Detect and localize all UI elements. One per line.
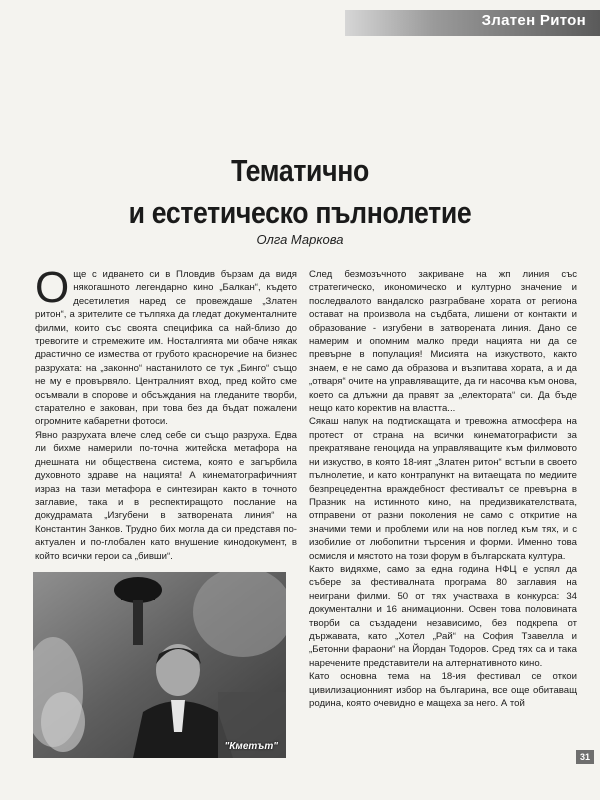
photo-caption: "Кметът" xyxy=(224,741,278,752)
left-paragraph-1 xyxy=(35,263,297,429)
page-number: 31 xyxy=(576,750,594,764)
drop-cap: О xyxy=(35,263,70,312)
right-paragraph-4: Като основна тема на 18-ия фестивал се откои цивилизационният избор на българина, все още обитаващ родина, която очевидно е мащеха за него. А той xyxy=(309,671,577,709)
author-byline: Олга Маркова xyxy=(256,232,344,247)
right-paragraph-2: Сякаш напук на подтискащата и тревожна атмосфера на протест от страна на всички кинематографисти за прекратяване геноцида на управляващите към филмовото ни изкуство, в която 18-ият „Златен ритон“ встъпи в своето пълнолетие, и като контрапункт на витаещата по медиите безпрецедентна враждебност фестивалът се превърна в Празник на истинното кино, на предизвикателствата, отправени от разни поколения не само с откритие на значими теми и проблеми или на нов поглед към тях, и с изобилие от любопитни търсения и форми. Именно това осмисля и мястото на този форум в българската култура. xyxy=(309,416,577,562)
left-paragraph-2: Явно разрухата влече след себе си също разруха. Едва ли бихме намерили по-точна житейска метафора на днешната ни обществена система, която е загърбила духовното здраве на нацията! А кинематографичният израз на тази метафора е синтезиран както в точното заглавие, така и в респектиращото послание на докудрамата „Изгубени в затворената линия“ на Константин Занков. Трудно бих могла да си представя по-актуален и по-глобален като внушение кинодокумент, в който всички герои са „бивши“. xyxy=(35,429,297,562)
section-label: Златен Ритон xyxy=(481,12,586,29)
article-photo xyxy=(33,572,286,758)
title-line-1: Тематично xyxy=(231,153,369,188)
left-paragraph-1-text: ще с идването си в Пловдив бързам да видя някогашното легендарно кино „Балкан“, където десетилетия наред се провеждаше „Златен ритон“, а зрителите се тълпяха да гледат документалните филми, които със своята специфика са най-близо до тревогите и стремежите им. Носталгията ми обаче някак драстично се измества от грубото красноречие на бизнес разрухата: на „законно“ настанилото се тук „Бинго“ също не му е провървяло. Централният вход, пред който сме осъмвали в спорове и обсъждания на гледаните творби, старателно е закован, при това без да бъдат пожалени огромните кабаретни фотоси. xyxy=(35,269,297,428)
photo-illustration xyxy=(33,572,286,758)
right-paragraph-1: След безмозъчното закриване на жп линия със стратегическо, икономическо и културно значение и последвалото вандалско разграбване хората от региона остават на произвола на съдбата, лишени от контакти и образование - изгубени в затворената линия. Дано се намерим и опомним малко преди нацията ни да се превърне в популация! Мисията на изкуството, както знаем, е не само да образова и възпитава хората, а и да „отваря“ очите на управляващите, да ги насочва към онова, което са длъжни да правят за „електората“ си. Да бъде нещо като коректив на властта... xyxy=(309,269,577,415)
title-line-2: и естетическо пълнолетие xyxy=(128,195,472,230)
right-paragraph-3: Както видяхме, само за една година НФЦ е успял да събере за фестивалната програма 80 заглавия на неиграни филми. 50 от тях участваха в конкурса: 34 документални и 16 анимационни. Освен това половината творби са създадени независимо, без подкрепа от държавата, като „Хотел „Рай“ на София Тзавелла и „Бетонни фараони“ на Йордан Тодоров. Сред тях са и така наречените представители на алтернативното кино. xyxy=(309,563,577,669)
left-column xyxy=(35,263,297,563)
article-title xyxy=(0,150,600,234)
right-column xyxy=(309,268,577,710)
